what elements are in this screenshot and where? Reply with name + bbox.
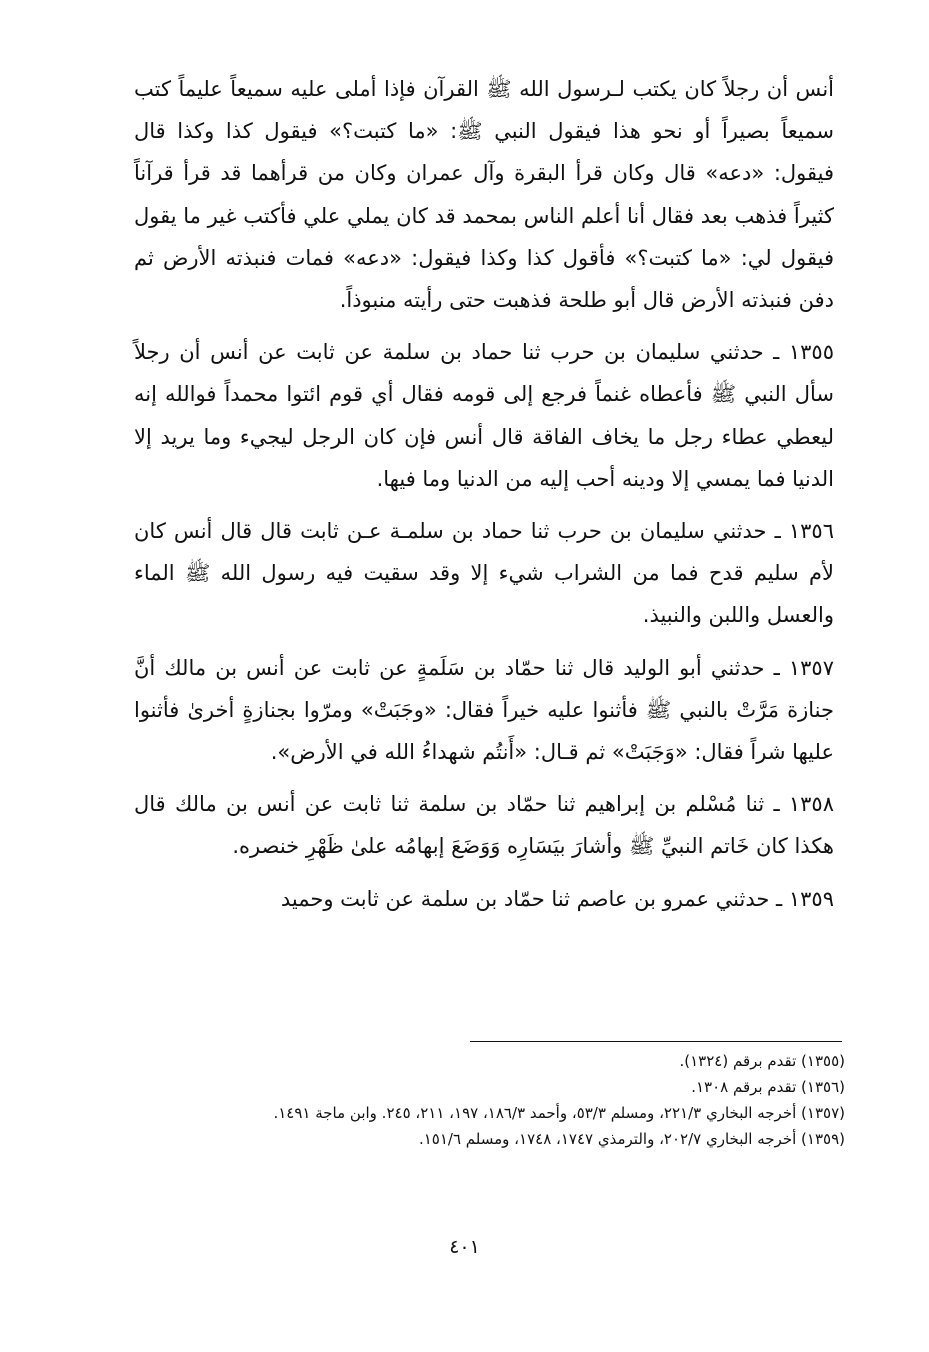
footnote-1356: (١٣٥٦) تقدم برقم ١٣٠٨. bbox=[691, 1078, 845, 1096]
page-number: ٤٠١ bbox=[449, 1236, 480, 1258]
footnote-1359: (١٣٥٩) أخرجه البخاري ٢٠٢/٧، والترمذي ١٧٤٧، ١٧٤٨، ومسلم ١٥١/٦. bbox=[418, 1130, 845, 1148]
footnote-1357: (١٣٥٧) أخرجه البخاري ٢٢١/٣، ومسلم ٥٣/٣، وأحمد ١٨٦/٣، ١٩٧، ٢١١، ٢٤٥. وابن ماجة ١٤٩١. bbox=[273, 1104, 845, 1122]
hadith-1359: ١٣٥٩ ـ حدثني عمرو بن عاصم ثنا حمّاد بن سلمة عن ثابت وحميد bbox=[280, 886, 834, 911]
hadith-1358: ١٣٥٨ ـ ثنا مُسْلم بن إبراهيم ثنا حمّاد بن سلمة ثنا ثابت عن أنس بن مالك قال هكذا كان خَاتم النبيِّ ﷺ وأشارَ بيَسَارِه وَوَضَعَ إبهامُه علىٰ ظَهْرِ خنصره. bbox=[134, 792, 834, 859]
footnote-1355: (١٣٥٥) تقدم برقم (١٣٢٤). bbox=[679, 1052, 845, 1070]
main-text-body bbox=[134, 68, 834, 930]
hadith-1357: ١٣٥٧ ـ حدثني أبو الوليد قال ثنا حمّاد بن سَلَمةٍ عن ثابت عن أنس بن مالك أنَّ جنازة مَرَّتْ بالنبي ﷺ فأثنوا عليه خيراً فقال: «وجَبَتْ» ومرّوا بجنازةٍ أخرىٰ فأثنوا عليها شراً فقال: «وَجَبَتْ» ثم قـال: «أَنتُم شهداءُ الله في الأرض». bbox=[134, 655, 834, 765]
footnote-divider bbox=[470, 1041, 842, 1042]
hadith-1356: ١٣٥٦ ـ حدثني سليمان بن حرب ثنا حماد بن سلمـة عـن ثابت قال قال أنس كان لأم سليم قدح فما من الشراب شيء إلا وقد سقيت فيه رسول الله ﷺ الماء والعسل واللبن والنبيذ. bbox=[134, 519, 834, 628]
hadith-1355: ١٣٥٥ ـ حدثني سليمان بن حرب ثنا حماد بن سلمة عن ثابت عن أنس أن رجلاً سأل النبي ﷺ فأعطاه غنماً فرجع إلى قومه فقال أي قوم ائتوا محمداً فوالله إنه ليعطي عطاء رجل ما يخاف الفاقة قال أنس فإن كان الرجل ليجيء وما يريد إلا الدنيا فما يمسي إلا ودينه أحب إليه من الدنيا وما فيها. bbox=[134, 340, 834, 491]
paragraph-continuation: أنس أن رجلاً كان يكتب لـرسول الله ﷺ القرآن فإذا أملى عليه سميعاً عليماً كتب سميعاً بصيراً أو نحو هذا فيقول النبي ﷺ: «ما كتبت؟» فيقول كذا وكذا قال فيقول: «دعه» قال وكان قرأ البقرة وآل عمران وكان من قرأهما قد قرأ قرآناً كثيراً فذهب بعد فقال أنا أعلم الناس بمحمد قد كان يملي علي فأكتب غير ما يقول فيقول لي: «ما كتبت؟» فأقول كذا وكذا فيقول: «دعه» فمات فنبذته الأرض ثم دفن فنبذته الأرض قال أبو طلحة فذهبت حتى رأيته منبوذاً. bbox=[134, 77, 834, 313]
footnotes bbox=[130, 1048, 845, 1152]
